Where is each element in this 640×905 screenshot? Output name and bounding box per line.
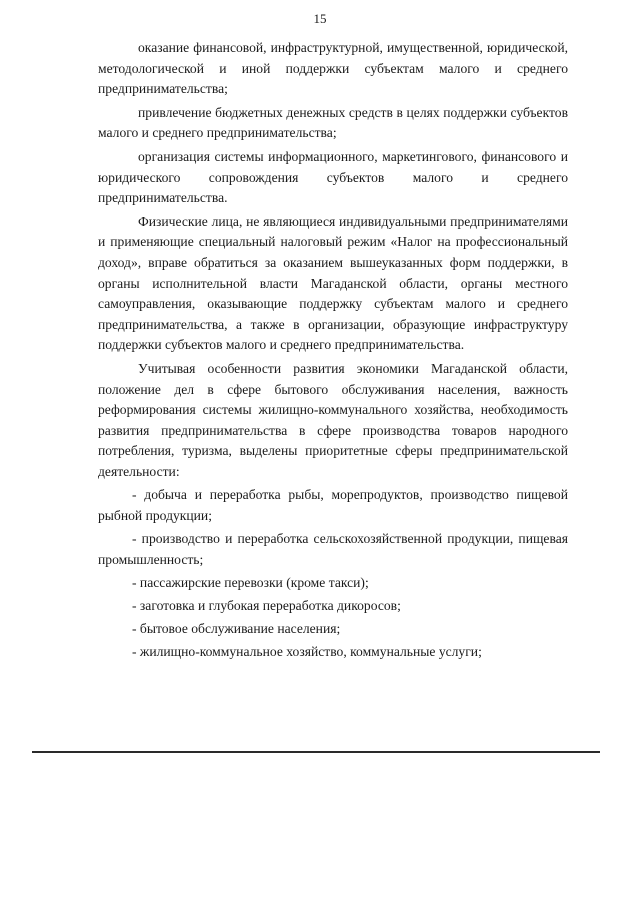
paragraph-budget-funds: привлечение бюджетных денежных средств в целях поддержки субъектов малого и среднего предпринимательства;: [98, 104, 568, 141]
paragraph-information-system: организация системы информационного, маркетингового, финансового и юридического сопровождения субъектов малого и среднего предпринимательства.: [98, 148, 568, 206]
list-item-agriculture: - производство и переработка сельскохозяйственной продукции, пищевая промышленность;: [98, 531, 568, 567]
list-item-fishing: - добыча и переработка рыбы, морепродуктов, производство пищевой рыбной продукции;: [98, 487, 568, 524]
page-number: 15: [313, 11, 327, 26]
page-divider-line: [32, 751, 600, 753]
paragraph-priority-intro: Учитывая особенности развития экономики Магаданской области, положение дел в сфере бытового обслуживания населения, важность реформирования системы жилищно-коммунального хозяйства, необходимость развития предпринимательства в сфере производства товаров народного потребления, туризма, выделены приоритетные сферы предпринимательской деятельности:: [98, 360, 568, 479]
list-item-household-services: - бытовое обслуживание населения;: [132, 621, 341, 637]
paragraph-self-employed: Физические лица, не являющиеся индивидуальными предпринимателями и применяющие специальный налоговый режим «Налог на профессиональный доход», вправе обратиться за оказанием вышеуказанных форм поддержки, в органы исполнительной власти Магаданской области, органы местного самоуправления, оказывающие поддержку субъектам малого и среднего предпринимательства, а также в организации, образующие инфраструктуру поддержки субъектов малого и среднего предпринимательства.: [98, 213, 568, 353]
document-body: [98, 38, 568, 665]
list-item-passenger-transport: - пассажирские перевозки (кроме такси);: [132, 574, 369, 590]
paragraph-financial-support: оказание финансовой, инфраструктурной, имущественной, юридической, методологической и иной поддержки субъектам малого и среднего предпринимательства;: [98, 40, 568, 97]
list-item-wild-plants: - заготовка и глубокая переработка дикоросов;: [132, 597, 401, 613]
list-item-housing-utilities: - жилищно-коммунальное хозяйство, коммунальные услуги;: [132, 644, 482, 660]
